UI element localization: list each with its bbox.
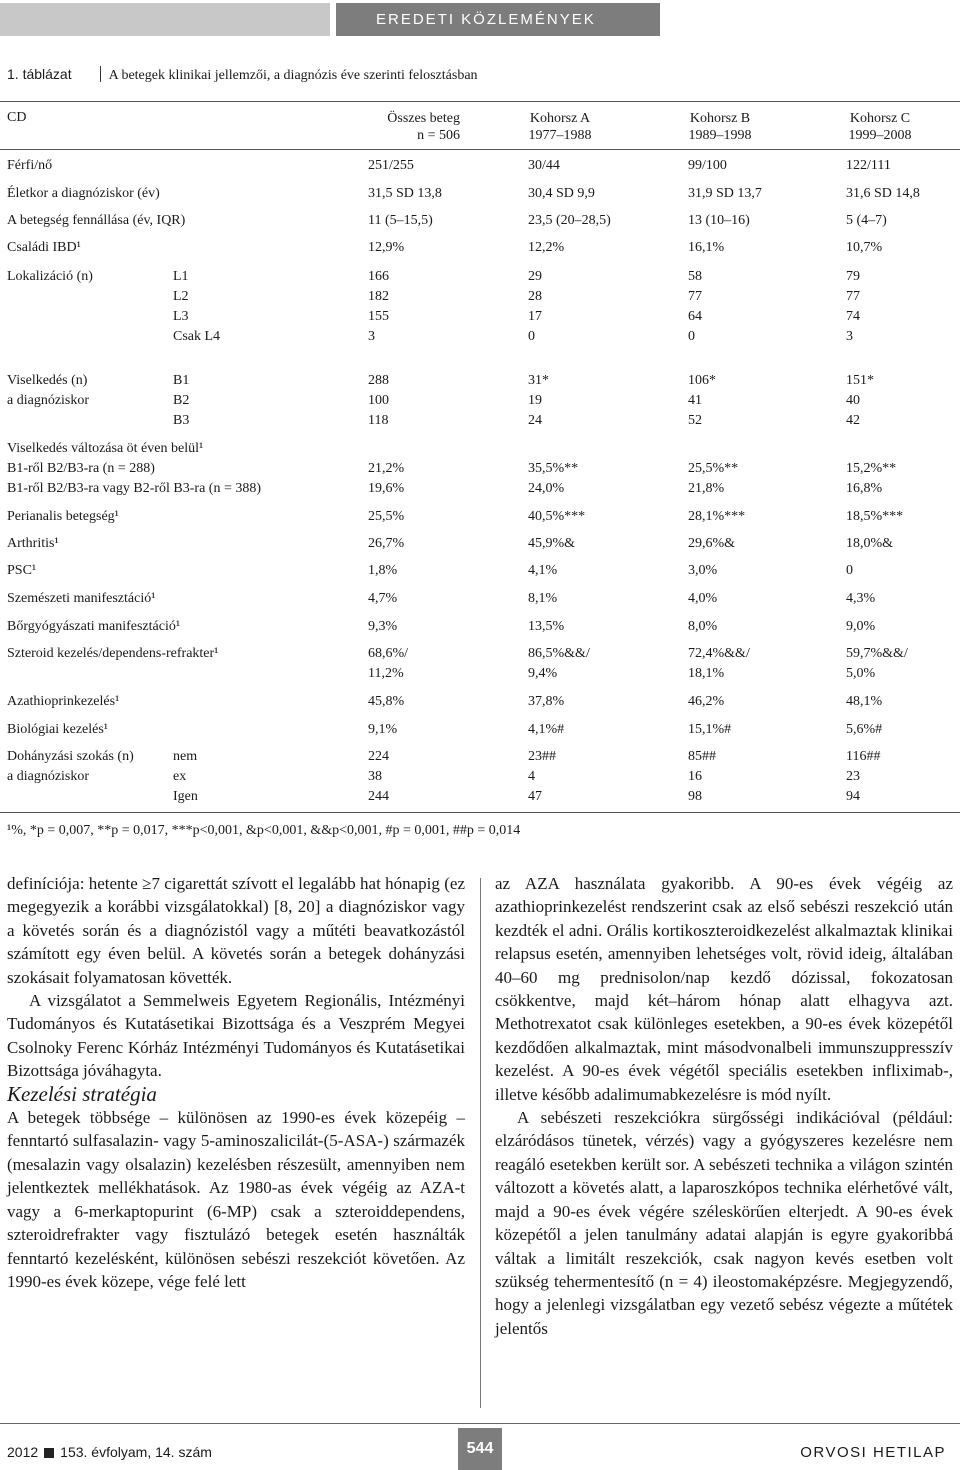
table-cell: 12,2% — [528, 240, 565, 255]
table-cell: 59,7%&&/ — [846, 646, 908, 661]
table-cell: 19,6% — [368, 481, 405, 496]
row-label: B1-ről B2/B3-ra (n = 288) — [7, 461, 155, 476]
header-gray-bar — [0, 3, 330, 36]
row-sublabel: B1 — [173, 373, 190, 388]
table-cell: 40,5%*** — [528, 509, 586, 524]
table-cell: 37,8% — [528, 694, 565, 709]
table-cell: 29,6%& — [688, 536, 736, 551]
table-cell: 116## — [846, 749, 881, 764]
table-cell: 9,1% — [368, 722, 398, 737]
table-cell: 94 — [846, 789, 860, 804]
table-cell: 52 — [688, 413, 702, 428]
row-label: a diagnóziskor — [7, 393, 90, 408]
table-cell: 12,9% — [368, 240, 405, 255]
table-cell: 5 (4–7) — [846, 213, 887, 228]
left-paragraph-3: A betegek többsége – különösen az 1990-es évek közepéig – fenntartó sulfasalazin- vagy 5-aminoszalicilát-(5-ASA-) származék (mesalazin vagy olsalazin) kezelésben részesült, amennyiben nem jelentkeztek mellékhatások. Az 1980-as évek végéig az AZA-t vagy a 6-merkaptopurint (6-MP) csak a szteroiddependens, szteroidrefrakter vagy fisztulázó betegek esetén használták fenntartó kezelésként, különösen sebészi reszekciót követően. Az 1990-es évek közepe, vége felé lett — [7, 1108, 465, 1291]
journal-name: ORVOSI HETILAP — [800, 1444, 946, 1461]
table-cell: 4,1% — [528, 563, 558, 578]
table-cell: 23 — [846, 769, 860, 784]
col-header-b-sub: 1989–1998 — [688, 128, 752, 143]
row-label: Bőrgyógyászati manifesztáció¹ — [7, 619, 181, 634]
row-sublabel: L1 — [173, 269, 189, 284]
table-cell: 155 — [368, 309, 389, 324]
table-cell: 122/111 — [846, 158, 891, 173]
table-cell: 4,1%# — [528, 722, 565, 737]
table-cell: 85## — [688, 749, 716, 764]
row-label: Perianalis betegség¹ — [7, 509, 119, 524]
table-cell: 16 — [688, 769, 702, 784]
table-cell: 106* — [688, 373, 716, 388]
table-cell: 45,9%& — [528, 536, 576, 551]
footer-rule — [0, 1423, 960, 1424]
col-header-cohort-b — [665, 110, 775, 144]
row-label: Szteroid kezelés/dependens-refrakter¹ — [7, 646, 219, 661]
col-header-total-title: Összes beteg — [387, 111, 460, 126]
table-cell: 21,2% — [368, 461, 405, 476]
row-label: Biológiai kezelés¹ — [7, 722, 109, 737]
table-cell: 4,3% — [846, 591, 876, 606]
table-cell: 38 — [368, 769, 382, 784]
table-cell: 25,5% — [368, 509, 405, 524]
row-sublabel: Csak L4 — [173, 329, 221, 344]
table-cell: 30/44 — [528, 158, 560, 173]
row-label: Lokalizáció (n) — [7, 269, 93, 284]
table-cell: 224 — [368, 749, 389, 764]
row-label: Szemészeti manifesztáció¹ — [7, 591, 156, 606]
table-cell: 5,6%# — [846, 722, 883, 737]
table-cell: 3 — [368, 329, 375, 344]
table-cell: 29 — [528, 269, 542, 284]
table-cell: 19 — [528, 393, 542, 408]
table-cell: 86,5%&&/ — [528, 646, 590, 661]
row-label: A betegség fennállása (év, IQR) — [7, 213, 186, 228]
col-header-cohort-a — [505, 110, 615, 144]
col-header-total — [350, 110, 460, 144]
row-label: a diagnóziskor — [7, 769, 90, 784]
table-cell: 0 — [846, 563, 853, 578]
table-cell: 3,0% — [688, 563, 718, 578]
right-column — [495, 872, 953, 1340]
col-header-cd: CD — [7, 110, 27, 125]
table-cell: 46,2% — [688, 694, 725, 709]
table-cell: 21,8% — [688, 481, 725, 496]
table-cell: 26,7% — [368, 536, 405, 551]
table-cell: 8,1% — [528, 591, 558, 606]
section-header: EREDETI KÖZLEMÉNYEK — [336, 3, 660, 36]
row-label: Életkor a diagnóziskor (év) — [7, 186, 160, 201]
table-cell: 23,5 (20–28,5) — [528, 213, 611, 228]
table-cell: 16,8% — [846, 481, 883, 496]
footer-volume: 153. évfolyam, 14. szám — [60, 1444, 212, 1460]
table-cell: 77 — [688, 289, 702, 304]
table-caption — [7, 66, 478, 84]
table-cell: 11,2% — [368, 666, 404, 681]
right-paragraph-1: az AZA használata gyakoribb. A 90-es évek végéig az azathioprinkezelést rendszerint csak az első sebészi reszekció után kezdték el adni. Orális kortikoszteroidkezelést alkalmaztak klinikai relapsus esetén, amennyiben lehetséges volt, rövid ideig, általában 40–60 mg prednisolon/nap kezdő dózissal, fokozatosan csökkentve, majd két–három hónap alatt elhagyva azt. Methotrexatot csak különleges esetekben, a 90-es évek közepétől kezdődően alkalmaztak, mint másodvonalbeli immunszuppresszív kezelést. A 90-es évek végétől speciális esetekben infliximab-, illetve később adalimumabkezelésre is mód nyílt. — [495, 874, 953, 1104]
row-sublabel: Igen — [173, 789, 198, 804]
table-cell: 0 — [528, 329, 535, 344]
table-cell: 99/100 — [688, 158, 727, 173]
table-cell: 9,0% — [846, 619, 876, 634]
footer-year: 2012 — [7, 1444, 39, 1460]
row-label: Viselkedés (n) — [7, 373, 88, 388]
row-label: Viselkedés változása öt éven belül¹ — [7, 441, 204, 456]
table-cell: 24 — [528, 413, 542, 428]
page-number: 544 — [458, 1428, 502, 1470]
table-bottom-rule — [0, 812, 960, 813]
table-cell: 28,1%*** — [688, 509, 746, 524]
table-cell: 4,7% — [368, 591, 398, 606]
table-cell: 151* — [846, 373, 874, 388]
right-paragraph-2: A sebészeti reszekciókra sürgősségi indikációval (például: elzáródásos tünetek, vérzés) vagy a gyógyszeres kezelésre nem reagáló esetekben került sor. A sebészeti technika a világon szintén változott a követés alatt, a laparoszkópos technika elérhetővé vált, majd a 90-es évek végére széleskörűen elterjedt. A 90-es évek közepétől a jelen tanulmány adatai alapján is egyre gyakoribbá váltak a limitált reszekciók, csak nagyon kevés esetben volt szükség tehermentesítő (n = 4) ileostomaképzésre. Megjegyzendő, hogy a jelenlegi vizsgálatban egy vezető sebész végezte a műtétek jelentős — [495, 1108, 953, 1338]
column-separator — [480, 878, 481, 1408]
table-cell: 24,0% — [528, 481, 565, 496]
table-header-rule — [0, 149, 960, 150]
table-cell: 10,7% — [846, 240, 883, 255]
table-cell: 40 — [846, 393, 860, 408]
table-cell: 15,1%# — [688, 722, 732, 737]
row-sublabel: ex — [173, 769, 187, 784]
table-cell: 251/255 — [368, 158, 414, 173]
table-cell: 16,1% — [688, 240, 725, 255]
row-label: PSC¹ — [7, 563, 37, 578]
table-cell: 25,5%** — [688, 461, 739, 476]
table-cell: 8,0% — [688, 619, 718, 634]
table-cell: 18,0%& — [846, 536, 894, 551]
row-label: Azathioprinkezelés¹ — [7, 694, 120, 709]
table-cell: 41 — [688, 393, 702, 408]
table-cell: 1,8% — [368, 563, 398, 578]
table-cell: 15,2%** — [846, 461, 897, 476]
table-cell: 3 — [846, 329, 853, 344]
table-cell: 13 (10–16) — [688, 213, 750, 228]
table-footnote: ¹%, *p = 0,007, **p = 0,017, ***p<0,001, &p<0,001, &&p<0,001, #p = 0,001, ##p = 0,014 — [7, 823, 521, 838]
table-cell: 9,3% — [368, 619, 398, 634]
col-header-b-title: Kohorsz B — [689, 111, 751, 126]
table-cell: 4 — [528, 769, 535, 784]
table-cell: 288 — [368, 373, 389, 388]
table-cell: 182 — [368, 289, 389, 304]
table-top-rule — [0, 101, 960, 102]
row-sublabel: B2 — [173, 393, 190, 408]
caption-label: 1. táblázat — [7, 66, 72, 82]
table-cell: 98 — [688, 789, 702, 804]
table-cell: 64 — [688, 309, 702, 324]
footer-issue — [7, 1444, 212, 1460]
row-sublabel: nem — [173, 749, 198, 764]
table-cell: 72,4%&&/ — [688, 646, 750, 661]
table-cell: 5,0% — [846, 666, 876, 681]
row-sublabel: B3 — [173, 413, 190, 428]
table-cell: 18,5%*** — [846, 509, 904, 524]
row-label: Férfi/nő — [7, 158, 53, 173]
row-sublabel: L2 — [173, 289, 189, 304]
table-cell: 28 — [528, 289, 542, 304]
row-sublabel: L3 — [173, 309, 189, 324]
table-cell: 58 — [688, 269, 702, 284]
table-cell: 74 — [846, 309, 860, 324]
left-column — [7, 872, 465, 1293]
table-cell: 17 — [528, 309, 542, 324]
table-cell: 11 (5–15,5) — [368, 213, 433, 228]
col-header-a-title: Kohorsz A — [529, 111, 591, 126]
table-cell: 79 — [846, 269, 860, 284]
table-cell: 45,8% — [368, 694, 405, 709]
table-cell: 0 — [688, 329, 695, 344]
col-header-a-sub: 1977–1988 — [528, 128, 592, 143]
table-cell: 13,5% — [528, 619, 565, 634]
table-cell: 23## — [528, 749, 556, 764]
table-cell: 9,4% — [528, 666, 558, 681]
row-label: B1-ről B2/B3-ra vagy B2-ről B3-ra (n = 388) — [7, 481, 262, 496]
table-cell: 68,6%/ — [368, 646, 409, 661]
table-cell: 31,9 SD 13,7 — [688, 186, 762, 201]
table-cell: 31,6 SD 14,8 — [846, 186, 920, 201]
caption-divider — [100, 66, 101, 82]
table-cell: 48,1% — [846, 694, 883, 709]
table-cell: 31* — [528, 373, 549, 388]
table-cell: 35,5%** — [528, 461, 579, 476]
left-paragraph-2: A vizsgálatot a Semmelweis Egyetem Regionális, Intézményi Tudományos és Kutatásetikai Bizottsága és a Veszprém Megyei Csolnoky Ferenc Kórház Intézményi Tudományos és Kutatásetikai Bizottsága jóváhagyta. — [7, 991, 465, 1081]
col-header-c-title: Kohorsz C — [849, 111, 911, 126]
table-cell: 42 — [846, 413, 860, 428]
section-heading: Kezelési stratégia — [7, 1081, 157, 1106]
left-paragraph-1: definíciója: hetente ≥7 cigarettát szívott el legalább hat hónapig (ez megegyezik a korábbi vizsgálatokkal) [8, 20] a diagnóziskor vagy a követés során és a diagnózistól vagy a műtéti beavatkozástól számított egy éven belül. A követés során a betegek dohányzási szokásait folyamatosan követték. — [7, 874, 465, 987]
table-cell: 4,0% — [688, 591, 718, 606]
col-header-total-sub: n = 506 — [417, 128, 460, 143]
table-cell: 18,1% — [688, 666, 725, 681]
row-label: Arthritis¹ — [7, 536, 59, 551]
table-cell: 77 — [846, 289, 860, 304]
table-cell: 47 — [528, 789, 542, 804]
table-cell: 31,5 SD 13,8 — [368, 186, 442, 201]
caption-text: A betegek klinikai jellemzői, a diagnózis éve szerinti felosztásban — [108, 68, 478, 83]
table-cell: 166 — [368, 269, 389, 284]
table-cell: 244 — [368, 789, 389, 804]
row-label: Dohányzási szokás (n) — [7, 749, 134, 764]
table-cell: 118 — [368, 413, 389, 428]
square-bullet-icon — [44, 1448, 54, 1458]
col-header-c-sub: 1999–2008 — [848, 128, 912, 143]
table-cell: 30,4 SD 9,9 — [528, 186, 595, 201]
table-cell: 100 — [368, 393, 389, 408]
row-label: Családi IBD¹ — [7, 240, 81, 255]
col-header-cohort-c — [825, 110, 935, 144]
